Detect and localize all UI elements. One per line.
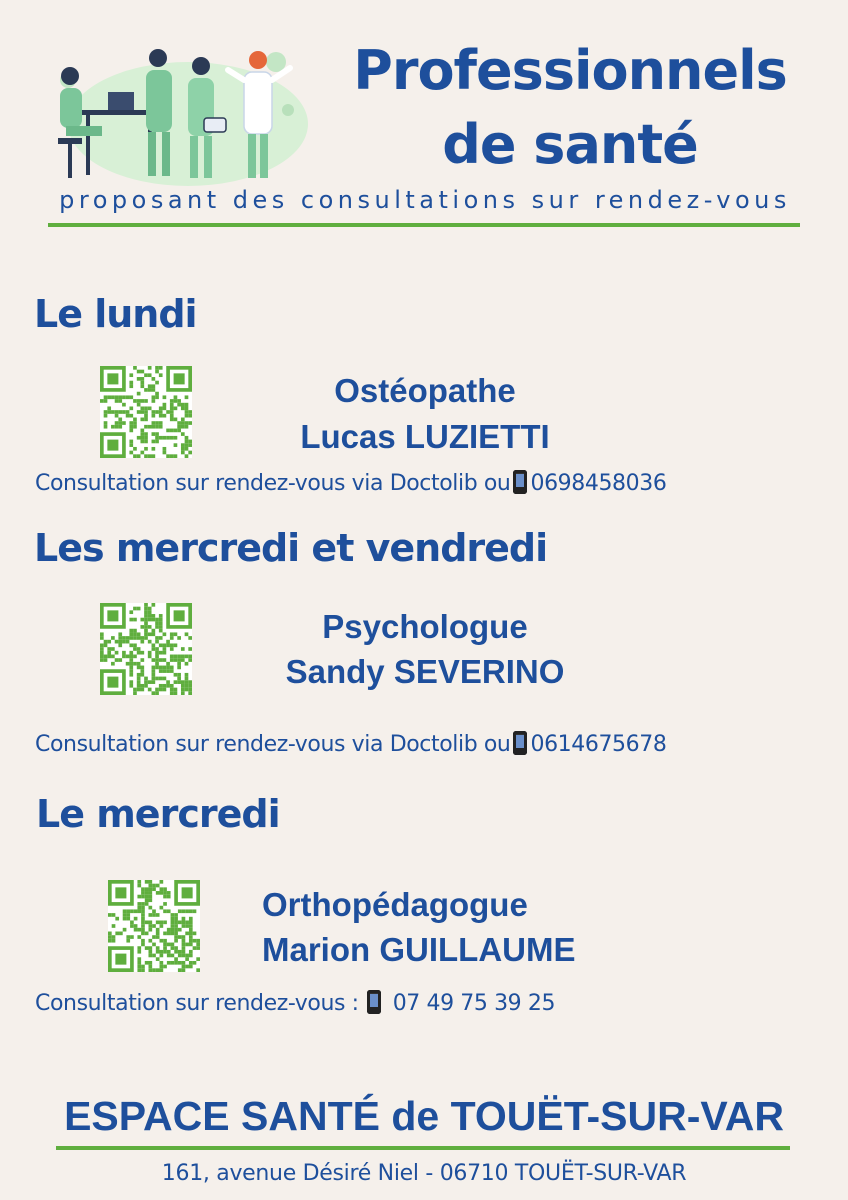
footer-address: 161, avenue Désiré Niel - 06710 TOUËT-SUR-VAR bbox=[161, 1161, 687, 1186]
day-heading-monday: Le lundi bbox=[34, 292, 197, 336]
day-heading-wed-fri: Les mercredi et vendredi bbox=[34, 526, 548, 570]
mobile-phone-icon bbox=[513, 470, 527, 494]
header-divider bbox=[48, 223, 800, 227]
medical-team-illustration bbox=[38, 40, 310, 188]
qr-code-graphic bbox=[100, 603, 192, 695]
phone-number[interactable]: 0614675678 bbox=[530, 732, 667, 757]
consultation-text: Consultation sur rendez-vous via Doctolib ou bbox=[35, 471, 511, 496]
practitioner-name: Marion GUILLAUME bbox=[262, 931, 576, 968]
consultation-info bbox=[35, 990, 555, 1015]
profession-osteopathe: Ostéopathe bbox=[334, 372, 516, 409]
footer-title: ESPACE SANTÉ de TOUËT-SUR-VAR bbox=[64, 1093, 784, 1139]
page-title-line1: Professionnels bbox=[353, 39, 787, 102]
consultation-info bbox=[35, 731, 666, 756]
mobile-phone-icon bbox=[513, 731, 527, 755]
consultation-info bbox=[35, 470, 666, 495]
qr-code-icon[interactable] bbox=[100, 603, 192, 695]
consultation-text: Consultation sur rendez-vous : bbox=[35, 991, 359, 1016]
page-title-line2: de santé bbox=[442, 113, 698, 176]
qr-code-graphic bbox=[100, 366, 192, 458]
consultation-text: Consultation sur rendez-vous via Doctolib ou bbox=[35, 732, 511, 757]
practitioner-name: Lucas LUZIETTI bbox=[300, 418, 550, 455]
footer-divider bbox=[56, 1146, 790, 1150]
qr-code-icon[interactable] bbox=[100, 366, 192, 458]
qr-code-icon[interactable] bbox=[108, 880, 200, 972]
day-heading-wednesday: Le mercredi bbox=[36, 792, 280, 836]
practitioner-name: Sandy SEVERINO bbox=[285, 653, 565, 690]
phone-number[interactable]: 0698458036 bbox=[530, 471, 667, 496]
qr-code-graphic bbox=[108, 880, 200, 972]
profession-psychologue: Psychologue bbox=[322, 608, 528, 645]
mobile-phone-icon bbox=[367, 990, 381, 1014]
page-subtitle: proposant des consultations sur rendez-vous bbox=[59, 186, 791, 214]
profession-orthopedagogue: Orthopédagogue bbox=[262, 886, 528, 923]
phone-number[interactable]: 07 49 75 39 25 bbox=[392, 991, 556, 1016]
